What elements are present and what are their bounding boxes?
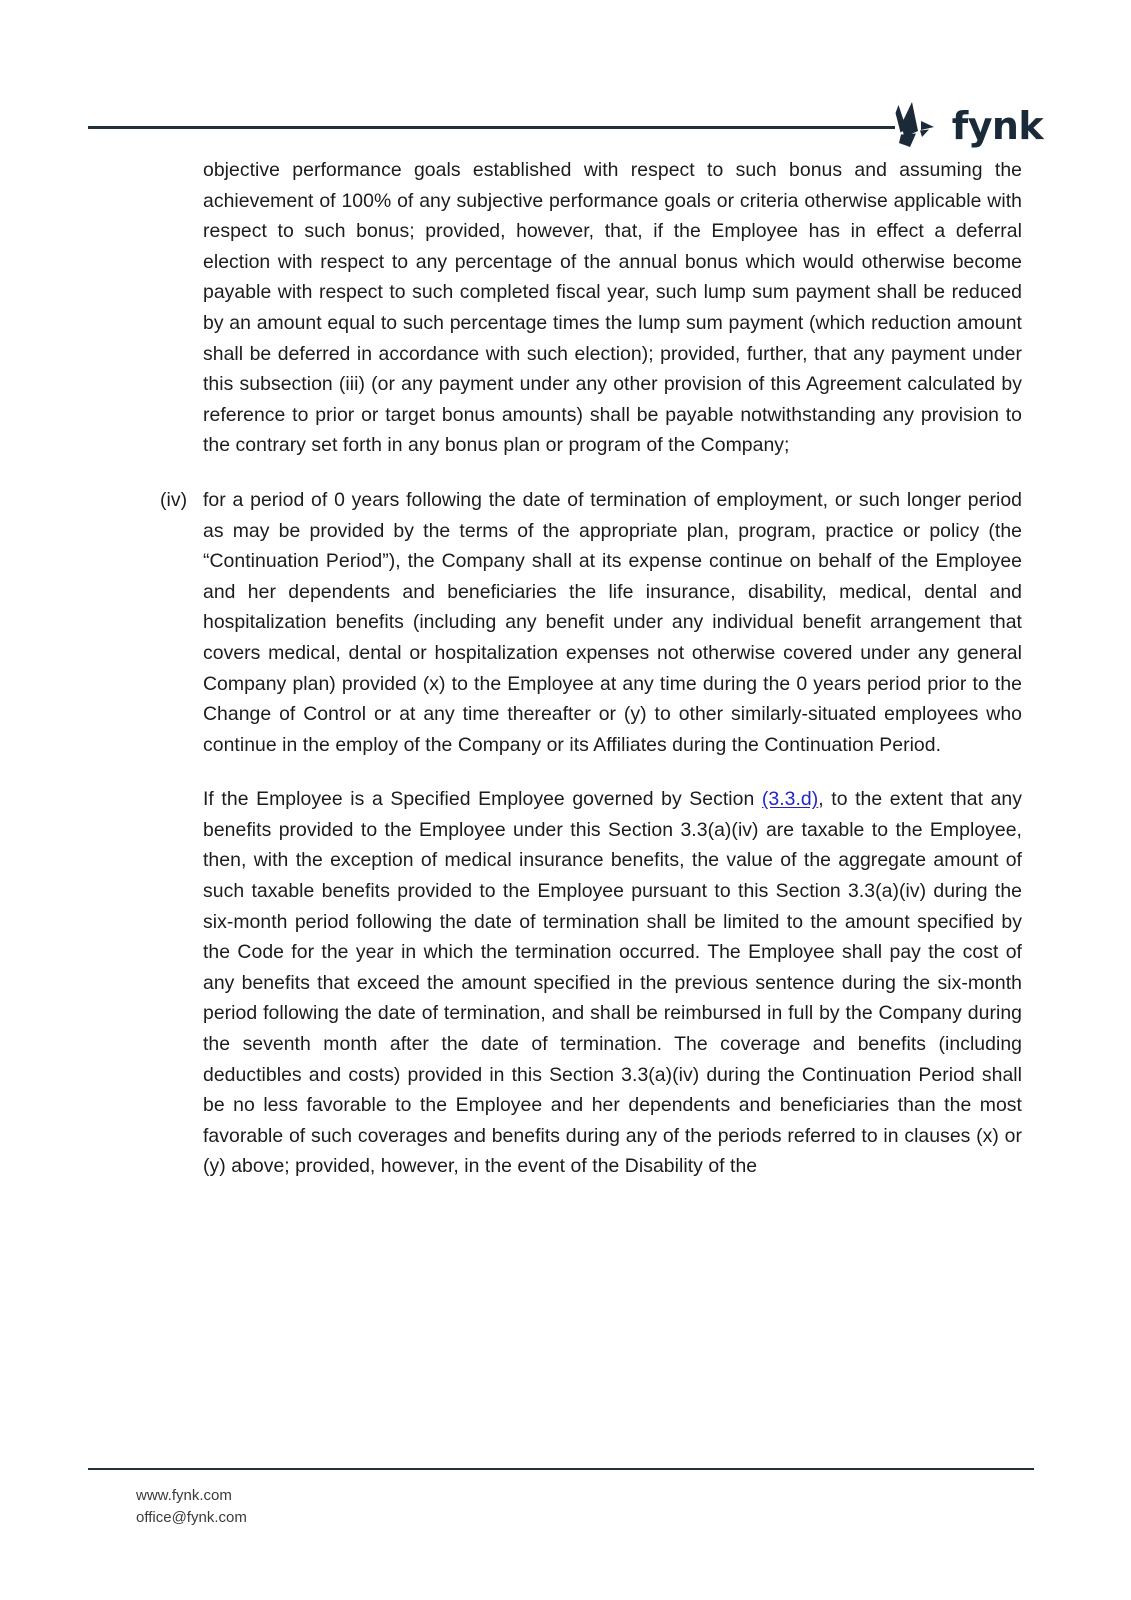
footer-website[interactable]: www.fynk.com: [136, 1487, 232, 1504]
header-divider: [88, 126, 895, 129]
footer-divider: [88, 1468, 1034, 1470]
footer-contact: [136, 1485, 247, 1529]
paragraph-text-before-link: If the Employee is a Specified Employee governed by Section: [203, 788, 762, 811]
paragraph-specified-employee: [203, 784, 1022, 1182]
paragraph-text-after-link: , to the extent that any benefits provided to the Employee under this Section 3.3(a)(iv) are taxable to the Employee, then, with the exception of medical insurance benefits, the value of the aggregate amount of such taxable benefits provided to the Employee pursuant to this Section 3.3(a)(iv) during the six-month period following the date of termination shall be limited to the amount specified by the Code for the year in which the termination occurred. The Employee shall pay the cost of any benefits that exceed the amount specified in the previous sentence during the six-month period following the date of termination, and shall be reimbursed in full by the Company during the seventh month after the date of termination. The coverage and benefits (including deductibles and costs) provided in this Section 3.3(a)(iv) during the Continuation Period shall be no less favorable to the Employee and her dependents and beneficiaries than the most favorable of such coverages and benefits during any of the periods referred to in clauses (x) or (y) above; provided, however, in the event of the Disability of the: [203, 788, 1022, 1178]
page-footer: [0, 1450, 1131, 1600]
brand-logo: [885, 95, 1043, 155]
list-item-iv-marker: (iv): [160, 488, 188, 511]
document-body: [160, 155, 1022, 1182]
section-3-3-d-link[interactable]: (3.3.d): [761, 788, 819, 811]
footer-email[interactable]: office@fynk.com: [136, 1509, 247, 1526]
brand-wordmark: fynk: [951, 104, 1043, 148]
origami-bird-icon: [885, 99, 941, 151]
paragraph-continuation-bonus: objective performance goals established with respect to such bonus and assuming the achievement of 100% of any subjective performance goals or criteria otherwise applicable with respect to such bonus; provided, however, that, if the Employee has in effect a deferral election with respect to any percentage of the annual bonus which would otherwise become payable with respect to such completed fiscal year, such lump sum payment shall be reduced by an amount equal to such percentage times the lump sum payment (which reduction amount shall be deferred in accordance with such election); provided, further, that any payment under this subsection (iii) (or any payment under any other provision of this Agreement calculated by reference to prior or target bonus amounts) shall be payable notwithstanding any provision to the contrary set forth in any bonus plan or program of the Company;: [203, 159, 1022, 457]
list-item-iv: [160, 485, 1022, 760]
list-item-iv-text: for a period of 0 years following the date of termination of employment, or such longer period as may be provided by the terms of the appropriate plan, program, practice or policy (the “Continuation Period”), the Company shall at its expense continue on behalf of the Employee and her dependents and beneficiaries the life insurance, disability, medical, dental and hospitalization benefits (including any benefit under any individual benefit arrangement that covers medical, dental or hospitalization expenses not otherwise covered under any general Company plan) provided (x) to the Employee at any time during the 0 years period prior to the Change of Control or at any time thereafter or (y) to other similarly-situated employees who continue in the employ of the Company or its Affiliates during the Continuation Period.: [203, 488, 1022, 756]
page-header: [0, 0, 1131, 160]
